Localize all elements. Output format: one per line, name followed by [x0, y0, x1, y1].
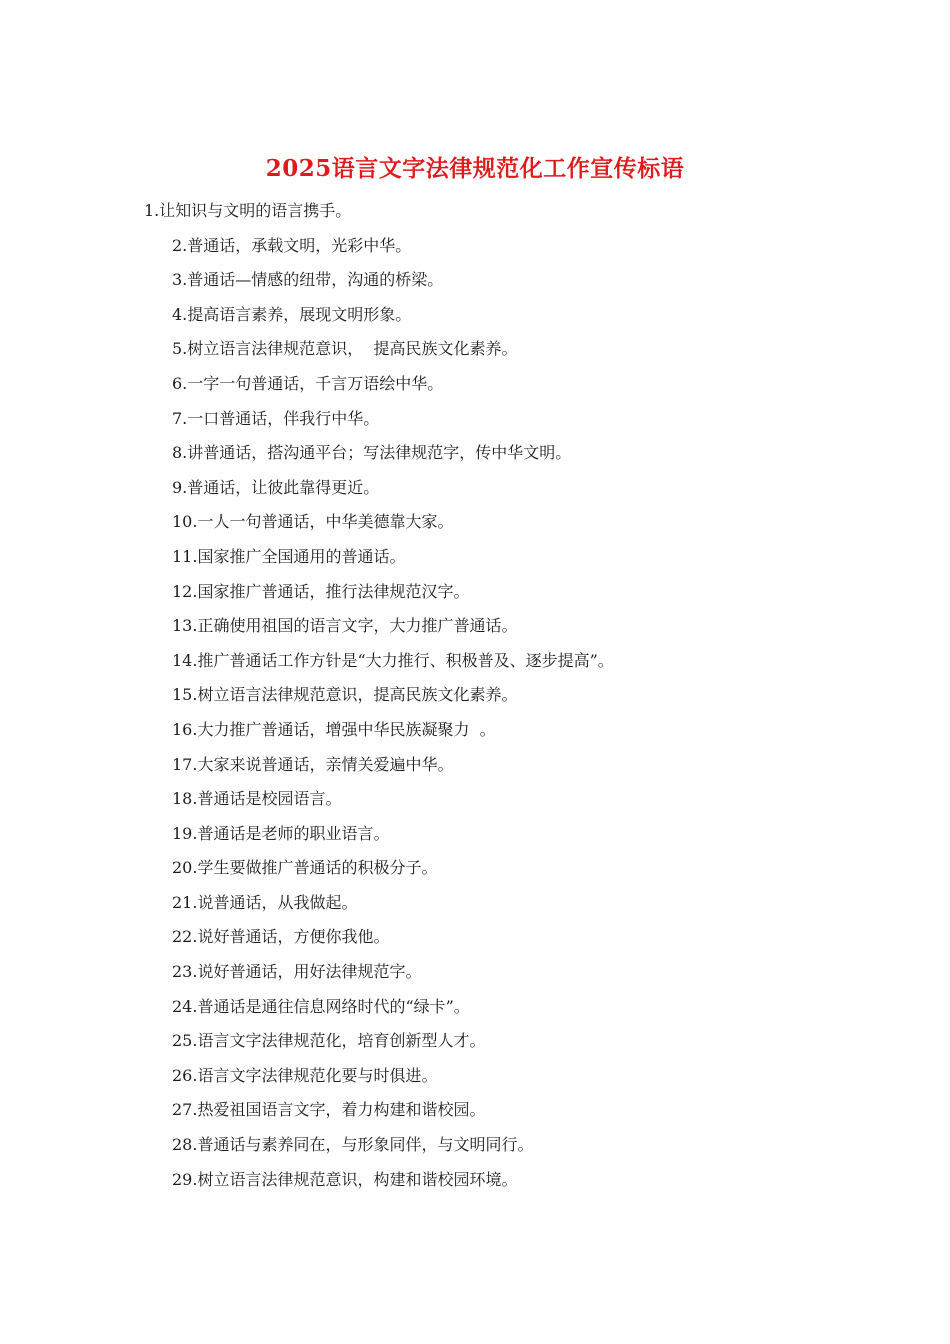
list-item: 18.普通话是校园语言。 — [172, 789, 342, 809]
document-title: 2025语言文字法律规范化工作宣传标语 — [265, 155, 685, 182]
list-item: 9.普通话，让彼此靠得更近。 — [172, 477, 380, 497]
list-item: 25.语言文字法律规范化，培育创新型人才。 — [172, 1031, 486, 1051]
list-item: 28.普通话与素养同在，与形象同伴，与文明同行。 — [172, 1135, 534, 1155]
list-item: 19.普通话是老师的职业语言。 — [172, 823, 390, 843]
list-item: 20.学生要做推广普通话的积极分子。 — [172, 858, 438, 878]
list-item: 16.大力推广普通话，增强中华民族凝聚力 。 — [172, 719, 496, 739]
list-item: 22.说好普通话，方便你我他。 — [172, 927, 390, 947]
list-item: 17.大家来说普通话，亲情关爱遍中华。 — [172, 754, 454, 774]
list-item: 4.提高语言素养，展现文明形象。 — [172, 304, 412, 324]
list-item: 14.推广普通话工作方针是“大力推行、积极普及、逐步提高”。 — [172, 650, 614, 670]
list-item: 26.语言文字法律规范化要与时俱进。 — [172, 1065, 438, 1085]
list-item: 12.国家推广普通话，推行法律规范汉字。 — [172, 581, 470, 601]
list-item: 7.一口普通话，伴我行中华。 — [172, 408, 380, 428]
list-item: 2.普通话，承载文明，光彩中华。 — [172, 235, 412, 255]
list-item: 21.说普通话，从我做起。 — [172, 892, 358, 912]
list-item: 6.一字一句普通话，千言万语绘中华。 — [172, 373, 444, 393]
slogan-list — [0, 197, 950, 1200]
list-item: 5.树立语言法律规范意识， 提高民族文化素养。 — [172, 339, 518, 359]
list-item: 23.说好普通话，用好法律规范字。 — [172, 962, 422, 982]
list-item: 15.树立语言法律规范意识，提高民族文化素养。 — [172, 685, 518, 705]
list-item: 3.普通话—情感的纽带，沟通的桥梁。 — [172, 270, 444, 290]
list-item: 24.普通话是通往信息网络时代的“绿卡”。 — [172, 996, 470, 1016]
list-item: 10.一人一句普通话，中华美德靠大家。 — [172, 512, 454, 532]
list-item: 1.让知识与文明的语言携手。 — [144, 201, 352, 220]
list-item: 13.正确使用祖国的语言文字，大力推广普通话。 — [172, 616, 518, 636]
list-item: 11.国家推广全国通用的普通话。 — [172, 546, 406, 566]
list-item: 29.树立语言法律规范意识，构建和谐校园环境。 — [172, 1169, 518, 1189]
list-item: 8.讲普通话，搭沟通平台；写法律规范字，传中华文明。 — [172, 443, 572, 463]
list-item: 27.热爱祖国语言文字，着力构建和谐校园。 — [172, 1100, 486, 1120]
